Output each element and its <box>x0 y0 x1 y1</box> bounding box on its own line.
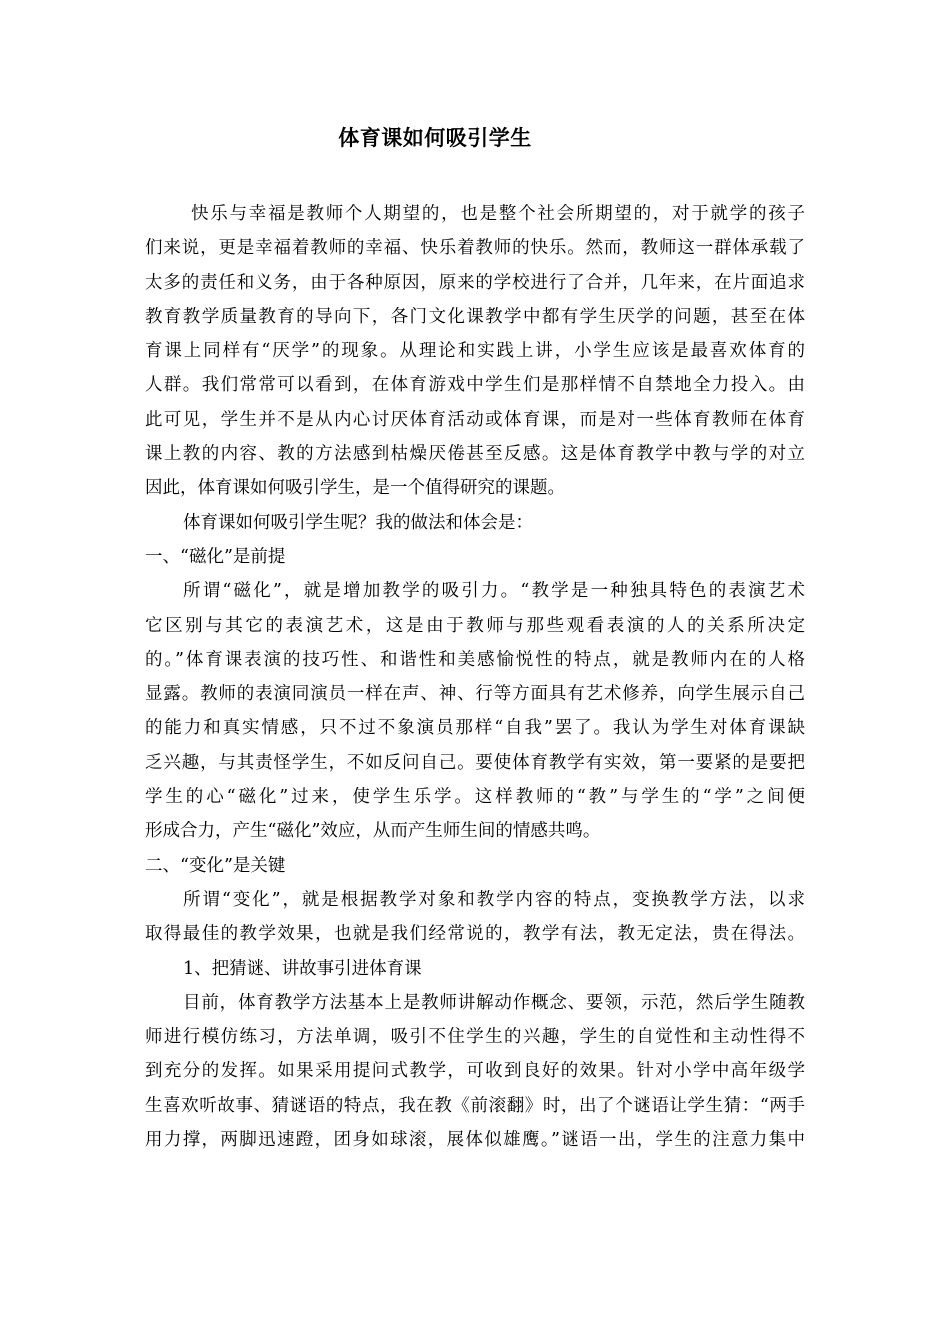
text-line: 一、“磁化”是前提 <box>145 546 286 567</box>
text-line: 取得最佳的教学效果，也就是我们经常说的，教学有法，教无定法，贵在得法。 <box>145 924 805 945</box>
text-line: 用力撑，两脚迅速蹬，团身如球滚，展体似雄鹰。”谜语一出，学生的注意力集中 <box>145 1130 805 1151</box>
text-line: 乏兴趣，与其责怪学生，不如反问自己。要使体育教学有实效，第一要紧的是要把 <box>145 752 805 773</box>
text-line: 此可见，学生并不是从内心讨厌体育活动或体育课，而是对一些体育教师在体育 <box>145 409 805 430</box>
text-line: 师进行模仿练习，方法单调，吸引不住学生的兴趣，学生的自觉性和主动性得不 <box>145 1027 805 1048</box>
text-line: 二、“变化”是关键 <box>145 855 286 876</box>
text-line: 所谓“变化”，就是根据教学对象和教学内容的特点，变换教学方法，以求 <box>183 889 805 910</box>
text-line: 它区别与其它的表演艺术，这是由于教师与那些观看表演的人的关系所决定 <box>145 615 805 636</box>
text-line: 的。”体育课表演的技巧性、和谐性和美感愉悦性的特点，就是教师内在的人格 <box>145 649 805 670</box>
text-line: 体育课如何吸引学生呢？我的做法和体会是： <box>183 512 533 533</box>
text-line: 太多的责任和义务，由于各种原因，原来的学校进行了合并，几年来，在片面追求 <box>145 272 805 293</box>
text-line: 1、把猜谜、讲故事引进体育课 <box>183 958 422 979</box>
text-line: 快乐与幸福是教师个人期望的，也是整个社会所期望的，对于就学的孩子 <box>191 204 805 224</box>
text-line: 目前，体育教学方法基本上是教师讲解动作概念、要领，示范，然后学生随教 <box>183 992 805 1013</box>
text-line: 育课上同样有“厌学”的现象。从理论和实践上讲，小学生应该是最喜欢体育的 <box>145 341 805 362</box>
text-line: 学生的心“磁化”过来，使学生乐学。这样教师的“教”与学生的“学”之间便 <box>145 787 805 808</box>
text-line: 显露。教师的表演同演员一样在声、神、行等方面具有艺术修养，向学生展示自己 <box>145 684 805 705</box>
text-line: 生喜欢听故事、猜谜语的特点，我在教《前滚翻》时，出了个谜语让学生猜：“两手 <box>145 1095 805 1116</box>
text-line: 的能力和真实情感，只不过不象演员那样“自我”罢了。我认为学生对体育课缺 <box>145 718 805 739</box>
text-line: 所谓“磁化”，就是增加教学的吸引力。“教学是一种独具特色的表演艺术 <box>183 581 805 602</box>
document-body <box>145 197 805 1157</box>
text-line: 们来说，更是幸福着教师的幸福、快乐着教师的快乐。然而，教师这一群体承载了 <box>145 238 805 259</box>
text-line: 到充分的发挥。如果采用提问式教学，可收到良好的效果。针对小学中高年级学 <box>145 1061 805 1082</box>
document-title: 体育课如何吸引学生 <box>338 126 532 150</box>
text-line: 人群。我们常常可以看到，在体育游戏中学生们是那样情不自禁地全力投入。由 <box>145 375 805 396</box>
text-line: 教育教学质量教育的导向下，各门文化课教学中都有学生厌学的问题，甚至在体 <box>145 306 805 327</box>
text-line: 课上教的内容、教的方法感到枯燥厌倦甚至反感。这是体育教学中教与学的对立 <box>145 444 805 465</box>
text-line: 因此，体育课如何吸引学生，是一个值得研究的课题。 <box>145 478 565 499</box>
text-line: 形成合力，产生“磁化”效应，从而产生师生间的情感共鸣。 <box>145 821 601 842</box>
